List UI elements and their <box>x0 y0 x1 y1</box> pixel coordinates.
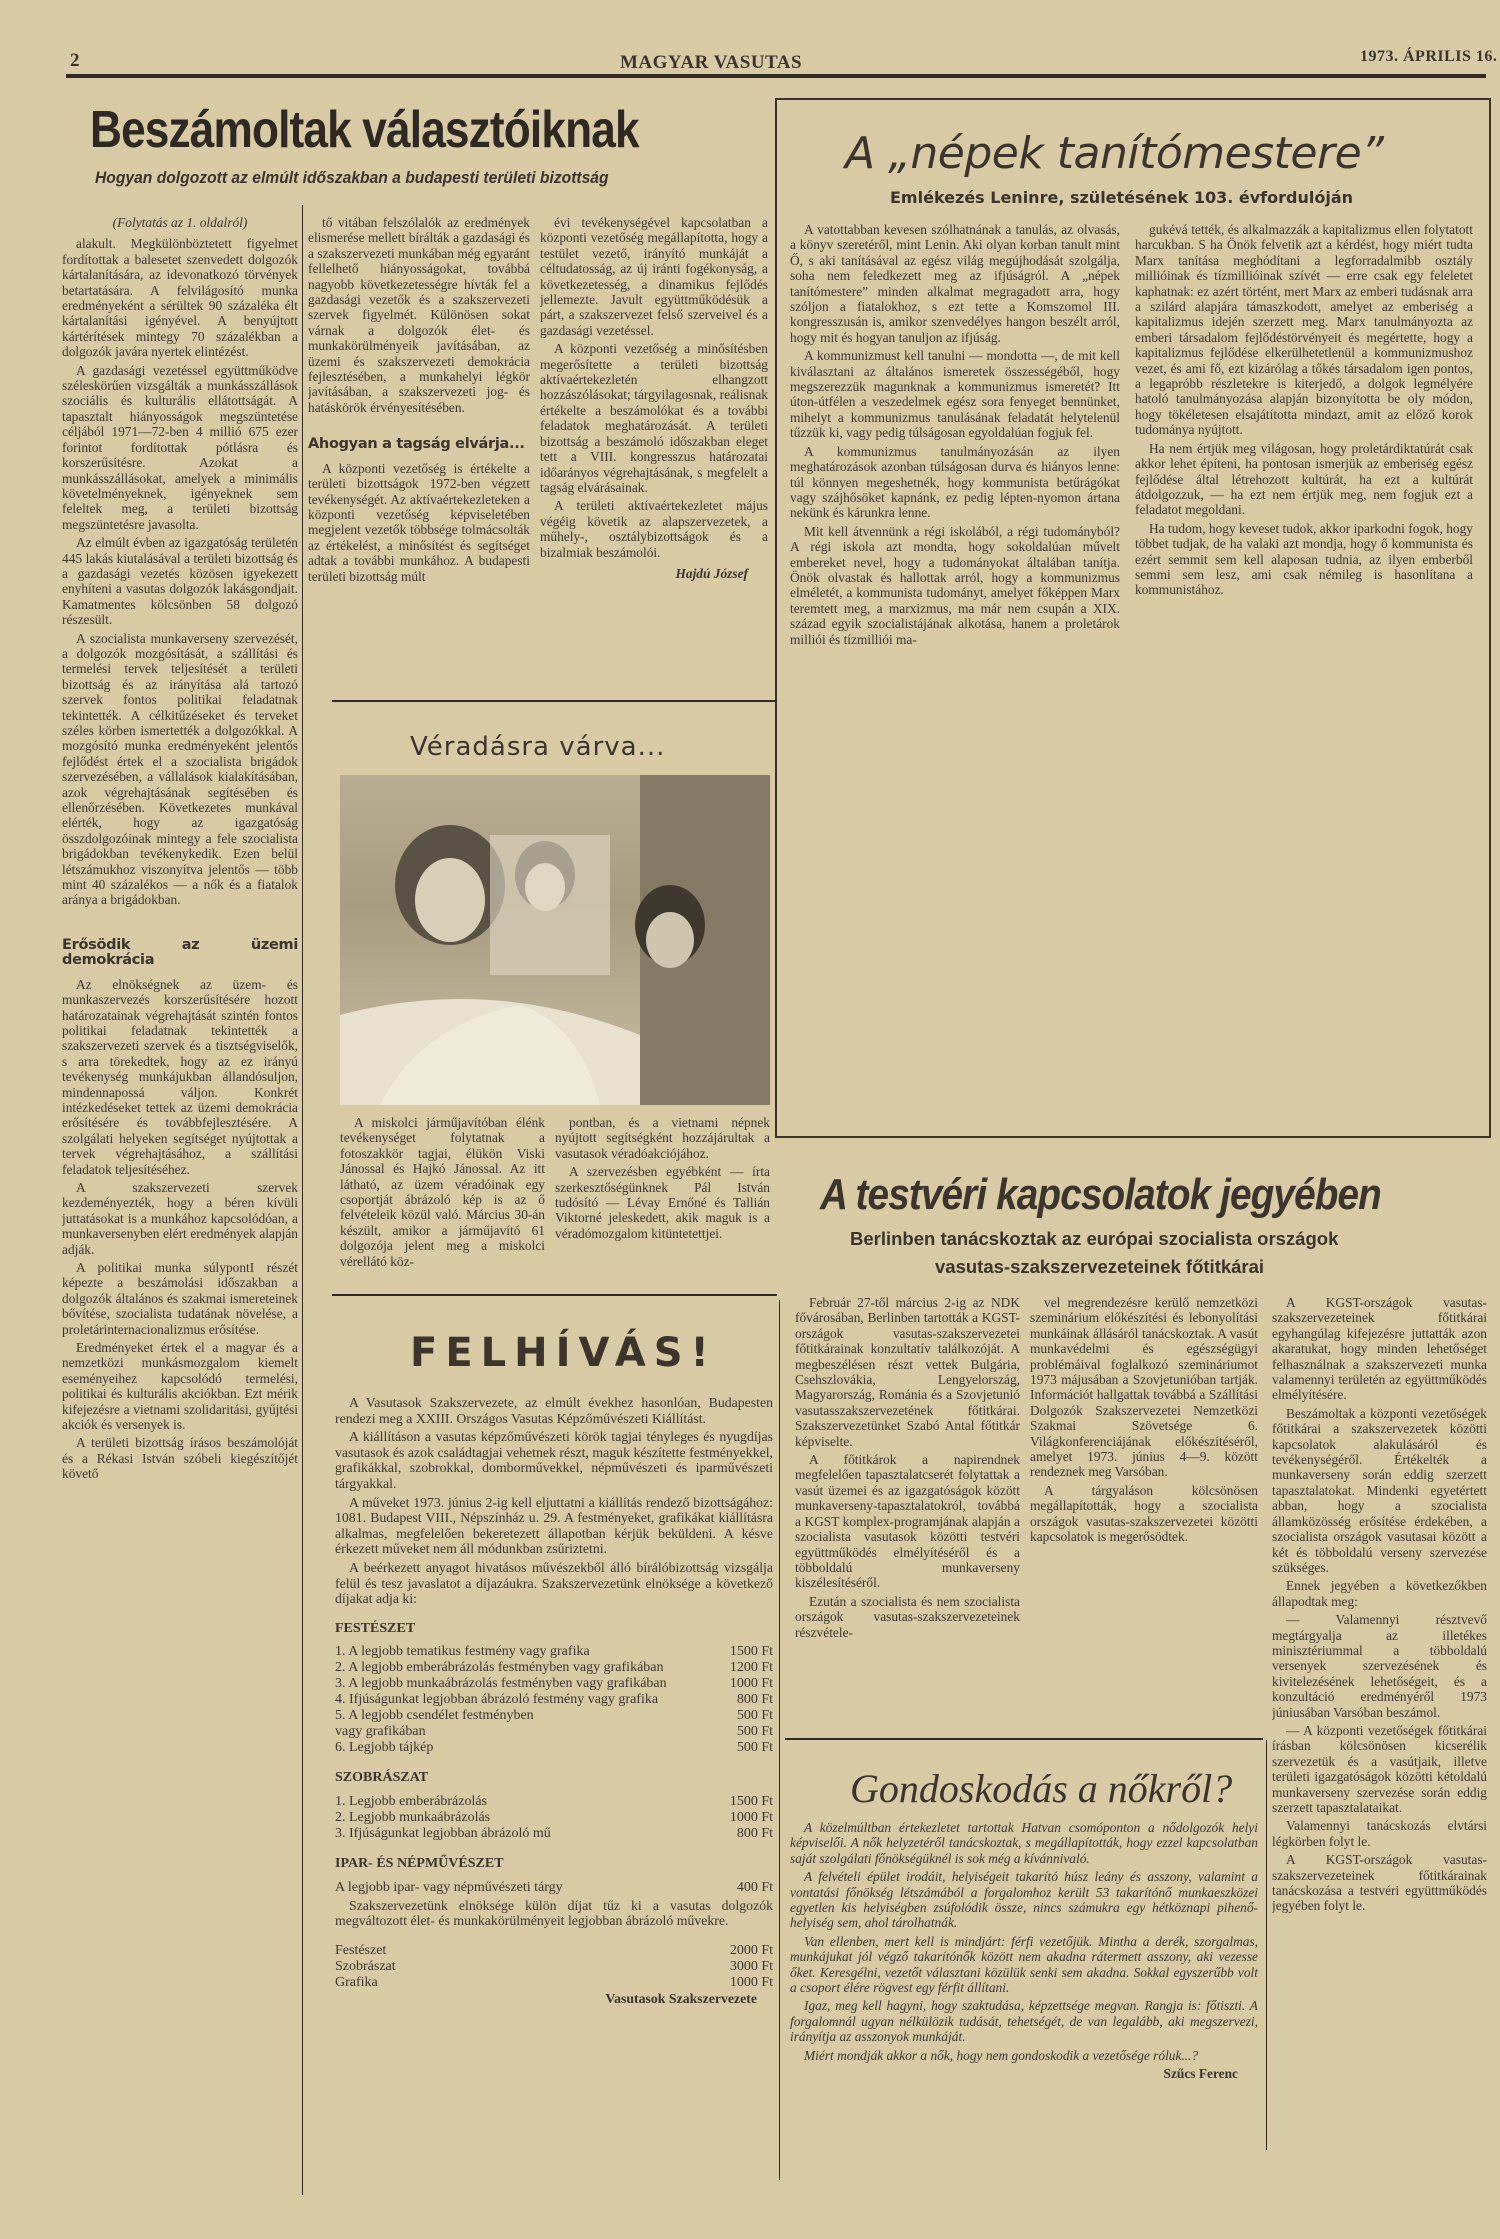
paragraph: gukévá tették, és alkalmazzák a kapitalizmus ellen folytatott harcukban. S ha Önök felvetik azt a kérdést, hogy miért tudta Marx tanítása meghódítani a legforradalmibb osztály millióinak és tízmillióinak szívét — erre csak egy feleletet kaphatnak: ez azért történt, mert Marx az emberi tudásnak arra a szilárd alapjára támaszkodott, amelyet az emberiség a kapitalizmus idején szerzett meg. Marx tanulmányozta az emberi társadalom fejlődéstörvényeit és megértette, hogy a kapitalizmus fejlődése elkerülhetetlenül a kommunizmushoz vezet, és ami fő, ezt kizárólag a tőkés társadalom igen pontos, a legapróbb részletekre is kiterjedő, a dolgok legmélyére hatoló tanulmányozása alapján bizonyította be oly módon, hogy tökéletesen elsajátította mindazt, amit az előző korok tudománya nyújtott. <box>1135 222 1473 438</box>
subheading: Ahogyan a tagság elvárja... <box>308 436 525 453</box>
prize-label: 3. Ifjúságunkat legjobban ábrázoló mű <box>335 1825 551 1841</box>
paragraph: Mit kell átvennünk a régi iskolából, a régi tudományból? A régi iskola azt mondta, hogy sokoldalúan művelt embereket nevel, hogy a tudományokat általában tanítja. Önök olvastak és hallottak arról, hogy a kommunizmus elméletét, a kommunista tudományt, amelyet főképpen Marx teremtett meg, a marxizmus, ma már nem csupán a XIX. század egyik szocialistájának alkotása, hanem a proletárok milliói és tízmilliói ma- <box>790 523 1120 647</box>
paragraph: Az elnökségnek az üzem- és munkaszervezés korszerűsítésére hozott határozatainak végrehajtását szintén fontos politikai feladatnak tekintették a szakszervezeti szervek és a tisztségviselők, s arra törekedtek, hogy az ez irányú tevékenység munkájukban állandósuljon, mindennapossá váljon. Konkrét intézkedéseket tettek az üzemi demokrácia erősítésére és továbbfejlesztésére. A szolgálati helyeken segítséget nyújtottak a tervek végrehajtásához, a szállítási feladatok teljesítéséhez. <box>62 976 298 1177</box>
prize-label: vagy grafikában <box>335 1724 426 1740</box>
paragraph-list <box>790 222 1120 647</box>
prize-label: 4. Ifjúságunkat legjobban ábrázoló festmény vagy grafika <box>335 1692 659 1708</box>
prize-section-heading: FESTÉSZET <box>335 1620 416 1636</box>
paragraph-list <box>62 236 298 907</box>
article-title: Beszámoltak választóiknak <box>90 101 639 159</box>
paragraph: Valamennyi tanácskozás elvtársi légkörben folyt le. <box>1272 1818 1487 1849</box>
paragraph: A szakszervezeti szervek kezdeményezték, hogy a béren kívüli juttatásokat is a munkához kapcsolódóan, a munkaversenyben elért eredmények alapján adják. <box>62 1179 298 1257</box>
women-body <box>790 1820 1258 2150</box>
subheading: Erősödik az üzemi demokrácia <box>62 936 298 969</box>
masthead: MAGYAR VASUTAS <box>620 52 803 73</box>
blood-caption-column-2 <box>555 1115 770 1285</box>
article-column-2 <box>308 215 530 695</box>
author: Szűcs Ferenc <box>1163 2066 1238 2082</box>
paragraph-list <box>555 1115 770 1241</box>
lenin-subtitle: Emlékezés Leninre, születésének 103. évfordulóján <box>890 188 1354 207</box>
prize-label: Festészet <box>335 1942 387 1958</box>
paragraph-list <box>308 461 530 584</box>
call-body <box>335 1395 773 2195</box>
berlin-title: A testvéri kapcsolatok jegyében <box>820 1170 1381 1219</box>
prize-list <box>335 1794 773 1842</box>
prize-amount: 1200 Ft <box>729 1660 773 1676</box>
paragraph: A szervezésben egyébként — írta szerkesztőségünknek Pál István tudósító — Lévay Ernőné és Tallián Viktorné jeleskedett, akik maguk is a véradómozgalom kitüntetettjei. <box>555 1164 770 1241</box>
prize-row <box>335 1660 773 1676</box>
continued-note: (Folytatás az 1. oldalról) <box>112 215 248 230</box>
photo-image-icon <box>340 775 770 1105</box>
berlin-column-1 <box>795 1295 1020 1695</box>
issue-date: 1973. ÁPRILIS 16. <box>1360 48 1498 65</box>
paragraph: A közelmúltban értekezletet tartottak Hatvan csomóponton a nődolgozók helyi képviselői. A nők helyzetéről tanácskoztak, s megállapították, hogy ezzel kapcsolatban saját szolgálati főnökségüknél is sok még a kívánnivaló. <box>790 1820 1258 1866</box>
blood-caption-column-1 <box>340 1115 545 1285</box>
paragraph-list <box>340 1115 545 1269</box>
author: Hajdú József <box>675 565 748 581</box>
prize-row <box>335 1810 773 1826</box>
prize-label: 6. Legjobb tájkép <box>335 1740 434 1756</box>
prize-amount: 3000 Ft <box>729 1958 773 1974</box>
prize-row <box>335 1708 773 1724</box>
call-title: FELHÍVÁS! <box>410 1330 717 1376</box>
paragraph: A szocialista munkaverseny szervezését, a dolgozók mozgósítását, a szállítási és termelési tervek teljesítését a területi bizottság és az irányítása alá tartozó szervek fontos politikai feladatnak tekintették. A célkitűzéseket és terveket széles körben ismertették a dolgozókkal. A mozgósító munka eredményeként jelentős fejlődést értek el a szocialista brigádok szervezésében, a vállalások kialakításában, azok végrehajtásának segítésében és ellenőrzésében. Következetes munkával elérték, hogy az igazgatóság összdolgozóinak mintegy a fele szocialista brigádokban tevékenykedik. Ezen belül létszámukhoz viszonyítva jelentős — több mint 40 százalékos — a nők és a fiatalok aránya a brigádokban. <box>62 630 298 908</box>
column-divider <box>779 1300 780 2180</box>
prize-amount: 1000 Ft <box>729 1974 773 1990</box>
prize-row <box>335 1959 773 1975</box>
paragraph-list <box>308 215 530 415</box>
berlin-column-3 <box>1272 1295 1487 2195</box>
paragraph: Február 27-től március 2-ig az NDK fővárosában, Berlinben tartották a KGST-országok vasutas-szakszervezetei főtitkárainak konzultatív találkozóját. A megbeszélésen részt vettek Bulgária, Csehszlovákia, Lengyelország, Magyarország, Románia és a Szovjetunió vasutasszakszervezetének főtitkárai. Szakszervezetünket Szabó Antal főtitkár képviselte. <box>795 1295 1020 1449</box>
paragraph-list <box>795 1295 1020 1640</box>
paragraph: Ha tudom, hogy keveset tudok, akkor iparkodni fogok, hogy többet tudjak, de ha valaki azt mondja, hogy ő kommunista és ezért semmit sem kell alaposan tudnia, az ilyen emberből semmi sem lesz, ami csak némileg is hasonlítana a kommunistához. <box>1135 520 1473 598</box>
prize-row <box>335 1975 773 1991</box>
paragraph: A politikai munka súlypontI részét képezte a beszámolási időszakban a dolgozók általános és szakmai ismereteinek bővítése, szocialista tudatának növelése, a proletárinternacionalizmus erősítése. <box>62 1260 298 1337</box>
paragraph: Az elmúlt évben az igazgatóság területén 445 lakás kiutalásával a területi bizottság és a gazdasági vezetés közösen igyekezett enyhíteni a vasutas dolgozók lakásgondjait. Kamatmentes kölcsönben 58 dolgozó részesült. <box>62 535 298 628</box>
prize-label: 3. A legjobb munkaábrázolás festményben vagy grafikában <box>335 1676 667 1692</box>
paragraph: A beérkezett anyagot hivatásos művészekből álló bírálóbizottság vizsgálja felül és tesz javaslatot a díjazáukra. Szakszervezetünk elnöksége a következő díjakat adja ki: <box>335 1559 773 1607</box>
prize-label: A legjobb ipar- vagy népművészeti tárgy <box>335 1879 563 1895</box>
paragraph: A területi bizottság írásos beszámolóját és a Rékasi István szóbeli kiegészítőjét követő <box>62 1435 298 1482</box>
prize-label: 5. A legjobb csendélet festményben <box>335 1708 534 1724</box>
blood-donation-title: Véradásra várva... <box>410 732 666 762</box>
women-title: Gondoskodás a nőkről? <box>850 1766 1233 1811</box>
column-divider <box>302 205 303 2195</box>
paragraph-list <box>335 1395 773 1607</box>
paragraph: A gazdasági vezetéssel együttműködve széleskörűen vizsgálták a munkásszállások szociális és kulturális ellátottságát. A tapasztalt hiányosságok megszüntetése céljából 1971—72-ben 4 millió 675 ezer forintot fordítottak pótlásra és korszerűsítésre. Azokat a munkásszállásokat, amelyek a minimális követelményeknek, igényeknek sem feleltek meg, a területi bizottság megszüntetésre javasolta. <box>62 362 298 532</box>
prize-list <box>335 1644 773 1756</box>
paragraph: Igaz, meg kell hagyni, hogy szaktudása, képzettsége megvan. Rangja is: főtiszti. A forgalomnál ugyan nélkülözik tudását, tehetségét, de van legalább, aki megszervezi, irányítja az asszonyok munkáját. <box>790 1998 1258 2045</box>
lenin-title: A „népek tanítómestere” <box>845 128 1384 179</box>
paragraph: A központi vezetőség a minősítésben megerősítette a területi bizottság aktívaértekezletén elhangzott hozzászólásokat; tárgyilagosnak, reálisnak értékelte a beszámolókat és a további feladatok meghatározását. A területi bizottság a beszámoló időszakban eleget tett a VIII. kongresszus határozatai időarányos végrehajtásának, s megfelelt a tagság elvárásainak. <box>540 341 768 495</box>
paragraph-list <box>1272 1295 1487 1914</box>
column-divider <box>1266 1740 1267 2150</box>
prize-row <box>335 1880 773 1896</box>
paragraph-list <box>1030 1295 1258 1545</box>
berlin-subtitle-2: vasutas-szakszervezeteinek főtitkárai <box>935 1256 1265 1277</box>
lenin-column-1 <box>790 222 1120 1122</box>
paragraph: — A központi vezetőségek főtitkárai írásban kölcsönösen kicserélik szervezetük és a vasútjaik, illetve területi igazgatóságok közötti kétoldalú munkaverseny szervezése során eddig szerzett tapasztalataikat. <box>1272 1722 1487 1815</box>
article-subtitle: Hogyan dolgozott az elmúlt időszakban a budapesti területi bizottság <box>95 168 609 187</box>
prize-list <box>335 1943 773 1991</box>
paragraph: A miskolci járműjavítóban élénk tevékenységet folytatnak a fotoszakkör tagjai, élükön Viski Jánossal és Hajkó Jánossal. Az itt látható, az üzem véradóinak egy csoportját ábrázoló kép is az ő felvételeik közül való. Március 30-án készült, amikor a járműjavító 61 dolgozója jelent meg a miskolci vérellátó köz- <box>340 1115 545 1269</box>
prize-amount: 500 Ft <box>736 1740 773 1756</box>
special-prize-text: Szakszervezetünk elnöksége külön díjat tűz ki a vasutas dolgozók megváltozott élet- és munkakörülményeit legjobban ábrázoló művekre. <box>335 1897 773 1929</box>
lenin-column-2 <box>1135 222 1473 1122</box>
paragraph: évi tevékenységével kapcsolatban a központi vezetőség megállapította, hogy a testület vezető, irányító munkáját a céltudatosság, az új iránti fogékonyság, a következetesség, a dinamikus fejlődés jellemezte. Javult együttműködésük a párt, a szakszervezet felső szerveivel és a gazdasági vezetéssel. <box>540 215 768 338</box>
paragraph: A tárgyaláson kölcsönösen megállapították, hogy a szocialista országok vasutas-szakszervezetei közötti kapcsolatok is megerősödtek. <box>1030 1482 1258 1545</box>
paragraph: Eredményeket értek el a magyar és a nemzetközi munkásmozgalom kiemelt eseményeihez kapcsolódó termelési, politikai és kulturális akciókban. Ezt mérik kifejezésre a vietnami szolidaritási, gyűjtési akciók és versenyek is. <box>62 1340 298 1433</box>
paragraph: Miért mondják akkor a nők, hogy nem gondoskodik a vezetősége róluk...? <box>804 2047 1199 2063</box>
paragraph: Ennek jegyében a következőkben állapodtak meg: <box>1272 1578 1487 1609</box>
prize-section-heading: IPAR- ÉS NÉPMŰVÉSZET <box>335 1855 504 1871</box>
paragraph: A területi aktívaértekezletet május végéig követik az alapszervezetek, a műhely-, osztálybizottságok és a bizalmiak beszámolói. <box>540 498 768 560</box>
paragraph-list <box>790 1820 1258 2063</box>
paragraph: A kommunizmus tanulmányozásán az ilyen meghatározások azonban túlságosan durva és hiányos lenne: túl könnyen megeshetnék, hogy kommunista betűrágókat vagy szájhősöket kapnánk, ez pedig lépten-nyomon ártana nekünk és kárunkra lenne. <box>790 443 1120 521</box>
paragraph: A kommunizmust kell tanulni — mondotta —, de mit kell kiválasztani az általános ismeretek összességéből, hogy megszerezzük magunknak a kommunizmus ismeretét? Itt úton-útfélen a veszedelmek egész sora fenyeget bennünket, mihelyt a kommunizmus tanulásának feladatát helytelenül tűzzük ki, vagy pedig túlságosan egyoldalúan fogjuk fel. <box>790 348 1120 441</box>
paragraph-list <box>62 977 298 1482</box>
paragraph: A központi vezetőség is értékelte a területi bizottságok 1972-ben végzett tevékenységét. Az aktívaértekezleteken a központi vezetőség képviseletében megjelent vezetők többsége tolmácsolták az értékelést, a minősítést és segítséget adtak a további munkához. A budapesti területi bizottság múlt <box>308 460 530 584</box>
prize-label: Szobrászat <box>335 1958 396 1974</box>
section-rule <box>785 1738 1263 1740</box>
paragraph: — Valamennyi résztvevő megtárgyalja az illetékes minisztériummal a többoldalú versenyek szervezésének és kivitelezésének lehetőségeit, és a konzultáció eredményéről 1973 júniusában Varsóban beszámol. <box>1272 1612 1487 1720</box>
prize-amount: 500 Ft <box>736 1708 773 1724</box>
prize-row <box>335 1826 773 1842</box>
prize-row <box>335 1943 773 1959</box>
paragraph: alakult. Megkülönböztetett figyelmet fordítottak a balesetet szenvedett dolgozók kártalanítására, az idevonatkozó törvények betartatására. A felvilágosító munka eredményeként a sérültek 90 százaléka élt kártalanítási igényével. A benyújtott kártérítések mintegy 70 százalékban a dolgozók javára nyertek elintézést. <box>62 236 298 360</box>
prize-amount: 800 Ft <box>736 1825 773 1841</box>
prize-row <box>335 1794 773 1810</box>
call-signature: Vasutasok Szakszervezete <box>605 1990 757 2006</box>
header-rule <box>66 74 1486 78</box>
prize-amount: 500 Ft <box>736 1724 773 1740</box>
article-column-3 <box>540 215 768 695</box>
paragraph: tő vitában felszólalók az eredmények elismerése mellett bírálták a gazdasági és a szakszervezeti munkában még egyaránt fellelhető hiányosságokat, továbbá nagyobb következetességre hívták fel a gazdasági vezetők és a szakszervezeti szervek figyelmét. Különösen sokat várnak a dolgozók élet- és munkakörülményeik javításában, az üzemi és szakszervezeti demokrácia fejlesztésében, a munkahelyi légkör javításában, a szakszervezeti jog- és hatáskörök érvényesítésében. <box>308 215 530 415</box>
prize-amount: 800 Ft <box>736 1692 773 1708</box>
prize-amount: 400 Ft <box>736 1879 773 1895</box>
prize-list <box>335 1880 773 1896</box>
article-column-1 <box>62 215 298 2195</box>
paragraph: A kiállításon a vasutas képzőművészeti körök tagjai tényleges és nyugdíjas vasutasok és azok családtagjai vehetnek részt, maguk készítette festményekkel, grafikákkal, szobrokkal, domborművekkel, népművészeti és iparművészeti tárgyakkal. <box>335 1429 773 1491</box>
prize-label: 2. A legjobb emberábrázolás festményben vagy grafikában <box>335 1660 664 1676</box>
paragraph: A KGST-országok vasutas-szakszervezeteinek főtitkárai egyhangúlag kifejezésre juttatták azon akaratukat, hogy minden lehetőséget felhasználnak a szakszervezeti munka valamennyi területén az együttműködés elmélyítésére. <box>1272 1295 1487 1403</box>
prize-amount: 1000 Ft <box>729 1676 773 1692</box>
paragraph: Van ellenben, mert kell is mindjárt: férfi vezetőjük. Mintha a derék, szorgalmas, munkájukat jól végző takarítónők között nem akadna rátermett asszony, aki vezesse őket. Keresgélni, vezetőt választani közülük senki sem akadna. Sokkal egyszerűbb volt a csoport élére rögvest egy férfit állítani. <box>790 1933 1258 1996</box>
prize-amount: 1000 Ft <box>729 1809 773 1825</box>
prize-row <box>335 1724 773 1740</box>
prize-label: 1. A legjobb tematikus festmény vagy grafika <box>335 1644 590 1660</box>
paragraph: A vatottabban kevesen szólhatnának a tanulás, az olvasás, a könyv szeretéről, mint Lenin. Aki olyan korban tanult mint Ő, s aki tanításával az egész világ megújhodását szolgálja, soha nem feledkezett meg az ifjúságról. A „népek tanítómestere” minden alkalmat megragadott arra, hogy szóljon a fiatalokhoz, s ezt tette a Komszomol III. kongresszusán is, amikor szenvedélyes hangon beszélt arról, hogy mit és hogyan tanuljon az ifjúság. <box>790 222 1120 345</box>
paragraph: A felvételi épület irodáit, helyiségeit takarító húsz leány és asszony, valamint a vontatási főnökség létszámából a forgalomhoz került 53 takarítónő munkaeszközei egyetlen kis helyiségben zsúfolódik össze, nincs számukra egy hétköznapi pihenő-helyiség sem, ahol tárolhatnák. <box>790 1869 1258 1931</box>
paragraph: A Vasutasok Szakszervezete, az elmúlt évekhez hasonlóan, Budapesten rendezi meg a XXIII. Országos Vasutas Képzőművészeti Kiállítást. <box>335 1395 773 1426</box>
prize-row <box>335 1676 773 1692</box>
berlin-subtitle-1: Berlinben tanácskoztak az európai szocialista országok <box>850 1228 1339 1249</box>
paragraph: A főtitkárok a napirendnek megfelelően tapasztalatcserét folytattak a vasút üzemei és az igazgatóságok között munkaverseny-tapasztalatokról, továbbá a KGST komplex-programjának alapján a szocialista vasutasok közötti testvéri együttműködés elmélyítéséről és a többoldalú munkaverseny kiszélesítéséről. <box>795 1452 1020 1591</box>
paragraph: Ezután a szocialista és nem szocialista országok vasutas-szakszervezeteinek részvétele- <box>795 1593 1020 1640</box>
paragraph-list <box>1135 222 1473 598</box>
prize-label: Grafika <box>335 1974 378 1990</box>
prize-section-heading: SZOBRÁSZAT <box>335 1770 429 1786</box>
section-rule <box>332 1294 777 1296</box>
prize-row <box>335 1644 773 1660</box>
page-number: 2 <box>70 50 80 71</box>
prize-row <box>335 1740 773 1756</box>
prize-label: 2. Legjobb munkaábrázolás <box>335 1809 491 1825</box>
blood-donors-photo <box>340 775 770 1105</box>
prize-row <box>335 1692 773 1708</box>
paragraph: Beszámoltak a központi vezetőségek főtitkárai a szakszervezetek közötti kapcsolatok alakulásáról és tevékenységéről. Értékelték a munkaverseny során eddig szerzett tapasztalatokat. Mindenki egyetértett abban, hogy a szocialista államközösség erősítése érdekében, a szocialista országok vasutasai között a két és többoldalú verseny szervezése szükséges. <box>1272 1405 1487 1575</box>
paragraph: A műveket 1973. június 2-ig kell eljuttatni a kiállítás rendező bizottságához: 1081. Budapest VIII., Népszínház u. 29. A festményeket, grafikákat kiállításra alkalmas, megfelelően bekeretezett állapotban kérjük beküldeni. A késve érkezett műveket nem áll módunkban zsűriztetni. <box>335 1494 773 1557</box>
paragraph: pontban, és a vietnami népnek nyújtott segítségként hozzájárultak a vasutasok véradóakciójához. <box>555 1115 770 1161</box>
berlin-column-2 <box>1030 1295 1258 1695</box>
prize-amount: 1500 Ft <box>729 1644 773 1660</box>
section-rule <box>332 700 777 702</box>
paragraph-list <box>540 215 768 560</box>
paragraph: Ha nem értjük meg világosan, hogy proletárdiktatúrát csak akkor lehet építeni, ha pontosan ismerjük az emberiség egész fejlődése által létrehozott kultúrát, ha ezt a kultúrát átdolgozzuk, — ha ezt nem értjük meg, nem fogjuk ezt a feladatot megoldani. <box>1135 440 1473 518</box>
paragraph: vel megrendezésre kerülő nemzetközi szeminárium előkészítési és lebonyolítási munkáinak állásáról tanácskoztak. A vasút munkavédelmi és egészségügyi problémáival foglalkozó szemináriumot 1973 májusában a Szovjetunióban tartják. Információt hallgattak továbbá a Szállítási Dolgozók Szakszervezetei Nemzetközi Szakmai Szövetsége 6. Világkonferenciájának előkészítéséről, amelyet 1973. június 4—9. között rendeznek meg Varsóban. <box>1030 1295 1258 1480</box>
prize-amount: 2000 Ft <box>729 1942 773 1958</box>
prize-amount: 1500 Ft <box>729 1793 773 1809</box>
prize-label: 1. Legjobb emberábrázolás <box>335 1793 487 1809</box>
paragraph: A KGST-országok vasutas-szakszervezeteinek főtitkárainak tanácskozása a testvéri együttműködés jegyében folyt le. <box>1272 1852 1487 1914</box>
